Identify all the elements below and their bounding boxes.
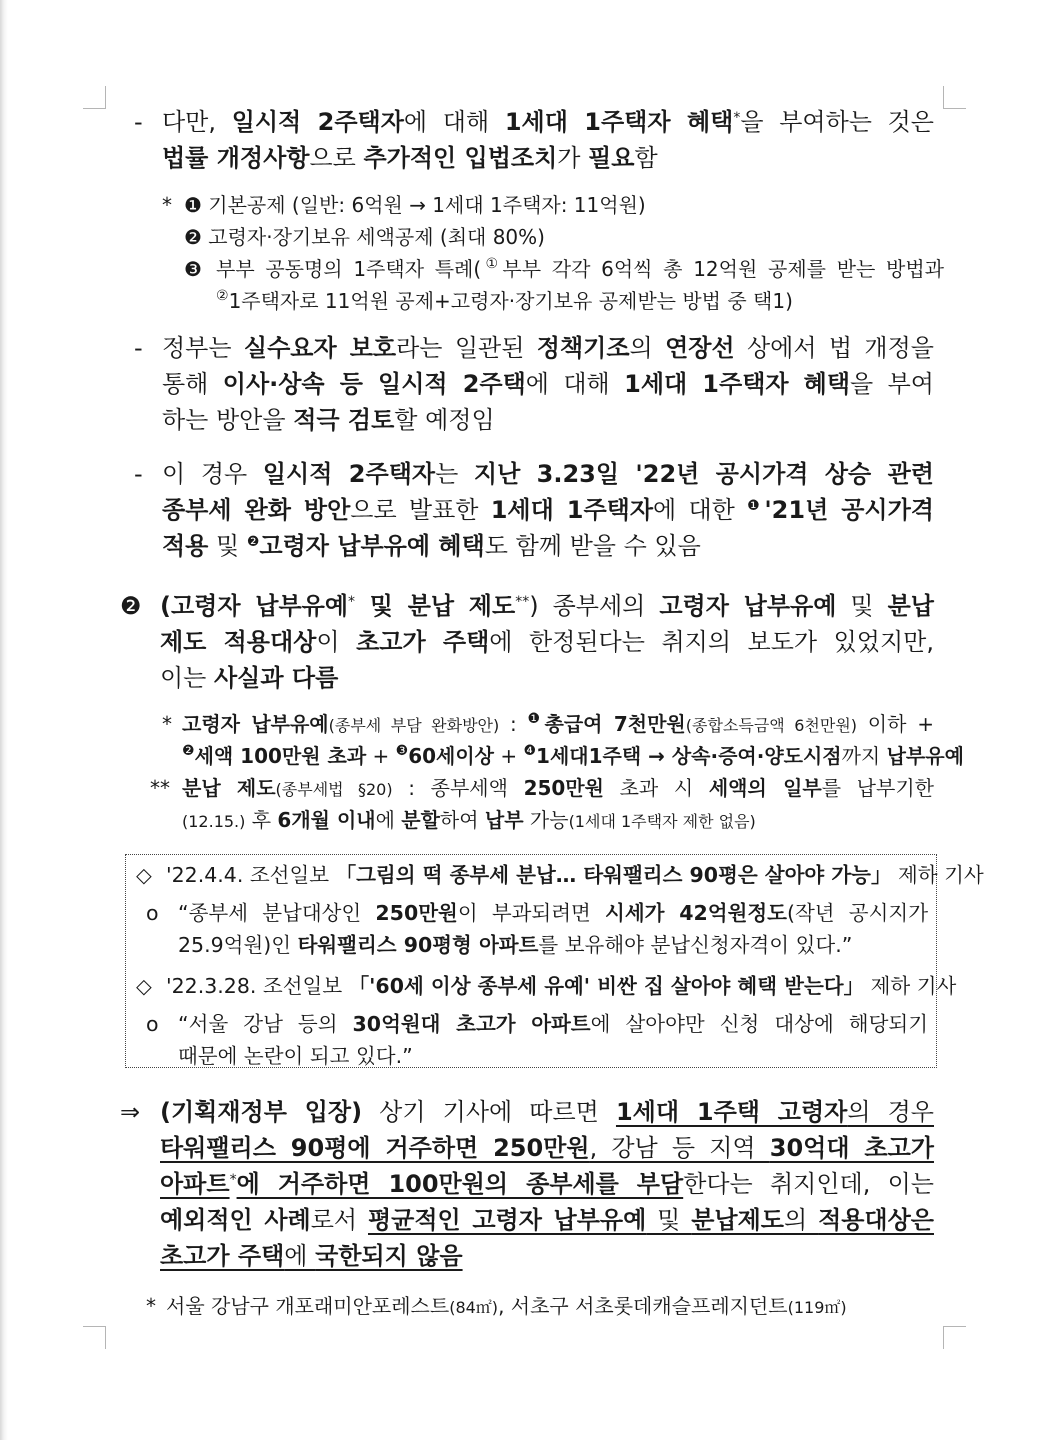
text-line [162,402,934,438]
text-run: 납부유예 [886,744,964,768]
footnote-item [184,221,944,253]
text-run: 한다는 취지인데, 이는 [683,1170,934,1198]
text-run: 종부세 완화 방안 [162,496,351,524]
text-run: 250만원 [523,776,604,800]
text-run: 연장선 [665,334,735,362]
text-run: 할 예정임 [394,406,495,434]
footnote-double-star: ** [150,776,170,800]
text-run: 부부 공동명의 1주택자 특례( [216,257,482,281]
text-line [162,366,934,402]
text-run: 라는 일관된 [396,334,537,362]
circle-marker: o [146,901,159,925]
text-line [162,140,934,176]
text-run: ❶ [527,711,545,727]
text-run: 분납 [887,592,934,620]
text-run: 예외적인 사례 [160,1206,311,1234]
section-number-2: ❷ [120,592,142,620]
text-run: 이사·상속 등 일시적 2주택 [222,370,526,398]
text-run: 정부는 [162,334,244,362]
diamond-marker: ◇ [136,974,152,998]
text-run: 타워팰리스 90평에 거주하면 250만원 [160,1134,590,1162]
text-run: 세액의 일부 [708,776,822,800]
text-run: 사실과 다름 [214,664,339,692]
text-run: “서울 강남 등의 [178,1012,353,1036]
text-run: * [348,594,356,610]
text-line [160,1094,934,1130]
text-run: 적용 [162,532,209,560]
footnote-benefits-list [184,189,944,317]
text-line [166,1290,926,1322]
text-run: 을 부여하는 것은 [740,108,934,136]
text-run: 에 거주하면 100만원의 종부세를 부담 [236,1170,684,1198]
text-run: 분납 제도 [182,776,276,800]
text-run: 세액 100만원 초과 [194,744,367,768]
text-run: 가능 [523,808,569,832]
text-run: 일시적 2주택자 [262,460,436,488]
text-run: 에 [284,1242,316,1270]
text-run: 서울 강남구 개포래미안포레스트 [166,1294,450,1318]
text-run: * [733,110,741,126]
text-run: 고령자 납부유예 혜택 [259,532,485,560]
text-run: 때문에 논란이 되고 있다.” [178,1044,413,1068]
text-run: 함 [634,144,658,172]
text-run: 에 살아야만 신청 대상에 해당되기 [590,1012,929,1036]
circled-number-1: ❶ [184,193,202,217]
text-run: 6개월 이내 [277,808,376,832]
footnote-item-text [216,253,944,285]
news-headline [166,970,956,1002]
footnote-star: * [146,1294,156,1318]
text-run: 가 [557,144,589,172]
text-run: 제하 기사 [891,863,984,887]
text-run: ) 종부세의 [529,592,660,620]
footnote-item-text: 기본공제 (일반: 6억원 → 1세대 1주택자: 11억원) [208,193,646,217]
text-run: 적극 검토 [293,406,395,434]
text-run: + [494,744,524,768]
text-line [162,330,934,366]
text-run: 평균적인 고령자 납부유예 [368,1206,647,1234]
text-run: + [366,744,396,768]
text-run: (84㎡) [449,1298,499,1317]
text-run: 1세대1주택 → 상속·증여·양도시점 [536,744,842,768]
text-run: 까지 [841,744,887,768]
footnote-star: * [162,193,172,217]
circled-number-3: ❸ [184,257,202,281]
text-run: 일시적 2주택자 [231,108,404,136]
ministry-position [160,1094,934,1274]
text-run: 의 [629,334,666,362]
text-run: 이 경우 [162,460,263,488]
text-run: 이는 [160,664,214,692]
footnote-deferral-conditions [182,708,964,772]
text-line [162,492,934,528]
text-run: 60세이상 [408,744,494,768]
text-run: “종부세 분납대상인 [178,901,376,925]
paragraph-this-case [162,456,934,564]
paragraph-government-plan [162,330,934,438]
text-run: 하는 방안을 [162,406,294,434]
text-run: ② [216,288,229,304]
text-run: 적용대상은 [818,1206,934,1234]
text-line [160,1238,934,1274]
text-run: (119㎡) [787,1298,847,1317]
text-line [182,772,934,804]
text-run: 납부 [484,808,524,832]
text-run: 제도 적용대상 [160,628,317,656]
text-run: 「그림의 떡 종부세 분납… 타워팰리스 90평은 살아야 가능」 [335,863,892,887]
text-run: 의 [783,1206,819,1234]
news-headline [166,859,984,891]
circle-marker: o [146,1012,159,1036]
text-line [182,804,934,836]
arrow-marker-icon: ⇒ [120,1098,141,1126]
text-run: 1세대 1주택자 혜택 [624,370,851,398]
text-run: 으로 [309,144,364,172]
text-run: : [499,712,528,736]
crop-mark-top-right [943,86,966,109]
text-run: 상에서 법 개정을 [734,334,934,362]
text-run: (작년 공시지가 [787,901,929,925]
text-line [178,1040,928,1072]
dash-marker: - [134,108,143,136]
circled-number-2: ❷ [184,225,202,249]
footnote-installment-rule [182,772,934,836]
text-run: 1주택자로 11억원 공제+고령자·장기보유 공제받는 방법 중 택1) [228,289,793,313]
text-run: 이 [316,628,357,656]
text-run: 법률 개정사항 [162,144,310,172]
text-run: * [229,1172,237,1188]
text-run: 및 [646,1206,692,1234]
text-run: (기획재정부 입장) [160,1098,363,1126]
footnote-apartment-examples [166,1290,926,1322]
text-line [162,104,934,140]
text-run: : 종부세액 [392,776,524,800]
text-run: 통해 [162,370,223,398]
text-line [160,624,934,660]
news-quote [178,897,928,961]
text-line [162,528,934,564]
text-run: 으로 발표한 [350,496,491,524]
text-run: 상기 기사에 따르면 [362,1098,616,1126]
text-run: 다만, [162,108,232,136]
text-run: 제하 기사 [864,974,957,998]
text-run: 을 부여 [850,370,934,398]
text-line [182,708,934,740]
text-line [178,1008,928,1040]
text-run: 정책기조 [536,334,630,362]
text-run: '21년 공시가격 [764,496,934,524]
section-deferral-installment [160,588,934,696]
text-run: 추가적인 입법조치 [363,144,558,172]
text-run: ① [481,256,503,272]
text-line [160,1202,934,1238]
text-run: ❸ [395,743,409,759]
text-run: 에 [375,808,402,832]
text-run: , 서초구 서초롯데캐슬프레지던트 [498,1294,788,1318]
text-run: 에 대해 [525,370,625,398]
text-run: 국한되지 않음 [315,1242,463,1270]
text-run: 에 대한 [653,496,748,524]
text-run: ❹ [523,743,537,759]
text-run: (고령자 납부유예 [160,592,349,620]
text-run: 초고가 주택 [356,628,490,656]
dash-marker: - [134,334,143,362]
text-run: 25.9억원)인 [178,933,298,957]
text-run: 후 [245,808,278,832]
text-line [160,1166,934,1202]
text-run: 에 대해 [403,108,505,136]
text-run: 「'60세 이상 종부세 유예' 비싼 집 살아야 혜택 받는다」 [348,974,865,998]
text-run: 필요 [588,144,635,172]
text-run: 고령자 납부유예 [659,592,837,620]
text-run: 및 분납 제도 [355,592,516,620]
text-run: 초고가 주택 [160,1242,285,1270]
news-quote [178,1008,928,1072]
text-run: 부부 각각 6억씩 총 12억원 공제를 받는 방법과 [502,257,944,281]
text-run: '22.3.28. 조선일보 [166,974,349,998]
text-run: (1세대 1주택자 제한 없음) [568,812,756,831]
text-run: ❷ [182,743,195,759]
text-run: 도 함께 받을 수 있음 [484,532,701,560]
text-line [162,456,934,492]
text-run: (종부세 부담 완화방안) [328,716,500,735]
text-run: 타워팰리스 90평형 아파트 [297,933,539,957]
text-run: 를 보유해야 분납신청자격이 있다.” [538,933,853,957]
text-line [160,588,934,624]
footnote-item [184,189,944,221]
text-run: 이 부과되려면 [457,901,606,925]
text-run: 지난 3.23일 '22년 공시가격 상승 관련 [473,460,934,488]
dash-marker: - [134,460,143,488]
text-run: , 강남 등 지역 [589,1134,770,1162]
paragraph-temporary-two-house [162,104,934,176]
crop-mark-bottom-right [943,1326,966,1349]
text-run: '22.4.4. 조선일보 [166,863,336,887]
text-run: 분할 [401,808,440,832]
text-run: (종합소득금액 6천만원) [685,716,858,735]
text-line [178,897,928,929]
text-run: 시세가 42억원정도 [605,901,787,925]
text-run: 실수요자 보호 [243,334,397,362]
text-run: 1세대 1주택자 [490,496,654,524]
text-run: 는 [435,460,474,488]
text-run: 이하 + [857,712,934,736]
page-edge-shadow [0,0,8,1440]
text-run: 및 [208,532,247,560]
text-run: 1세대 1주택 고령자 [615,1098,848,1126]
text-run: ** [515,594,530,610]
text-run: 의 경우 [847,1098,934,1126]
text-run: 아파트 [160,1170,230,1198]
text-line [160,1130,934,1166]
text-run: 고령자 납부유예 [182,712,329,736]
footnote-item-text: 고령자·장기보유 세액공제 (최대 80%) [208,225,545,249]
diamond-marker: ◇ [136,863,152,887]
text-run: 30억대 초고가 [769,1134,934,1162]
text-run: 초과 시 [603,776,709,800]
text-line [160,660,934,696]
footnote-item-text [216,285,944,317]
text-run: (종부세법 §20) [275,780,393,799]
text-run: 30억원대 초고가 아파트 [352,1012,591,1036]
text-run: ❷ [246,534,260,550]
text-run: 하여 [439,808,485,832]
footnote-star: * [162,712,172,736]
text-run: ❶ [747,498,765,514]
text-run: 로서 [310,1206,368,1234]
text-line [178,929,928,961]
footnote-item [184,253,944,285]
text-run: 250만원 [375,901,458,925]
crop-mark-bottom-left [83,1326,106,1349]
text-run: 1세대 1주택자 혜택 [504,108,734,136]
text-run: 에 한정된다는 취지의 보도가 있었지만, [489,628,934,656]
text-run: 총급여 7천만원 [544,712,686,736]
text-run: 및 [836,592,888,620]
text-line [182,740,964,772]
text-run: (12.15.) [182,812,246,831]
text-run: 분납제도 [691,1206,784,1234]
text-run: 를 납부기한 [821,776,934,800]
crop-mark-top-left [83,86,106,109]
